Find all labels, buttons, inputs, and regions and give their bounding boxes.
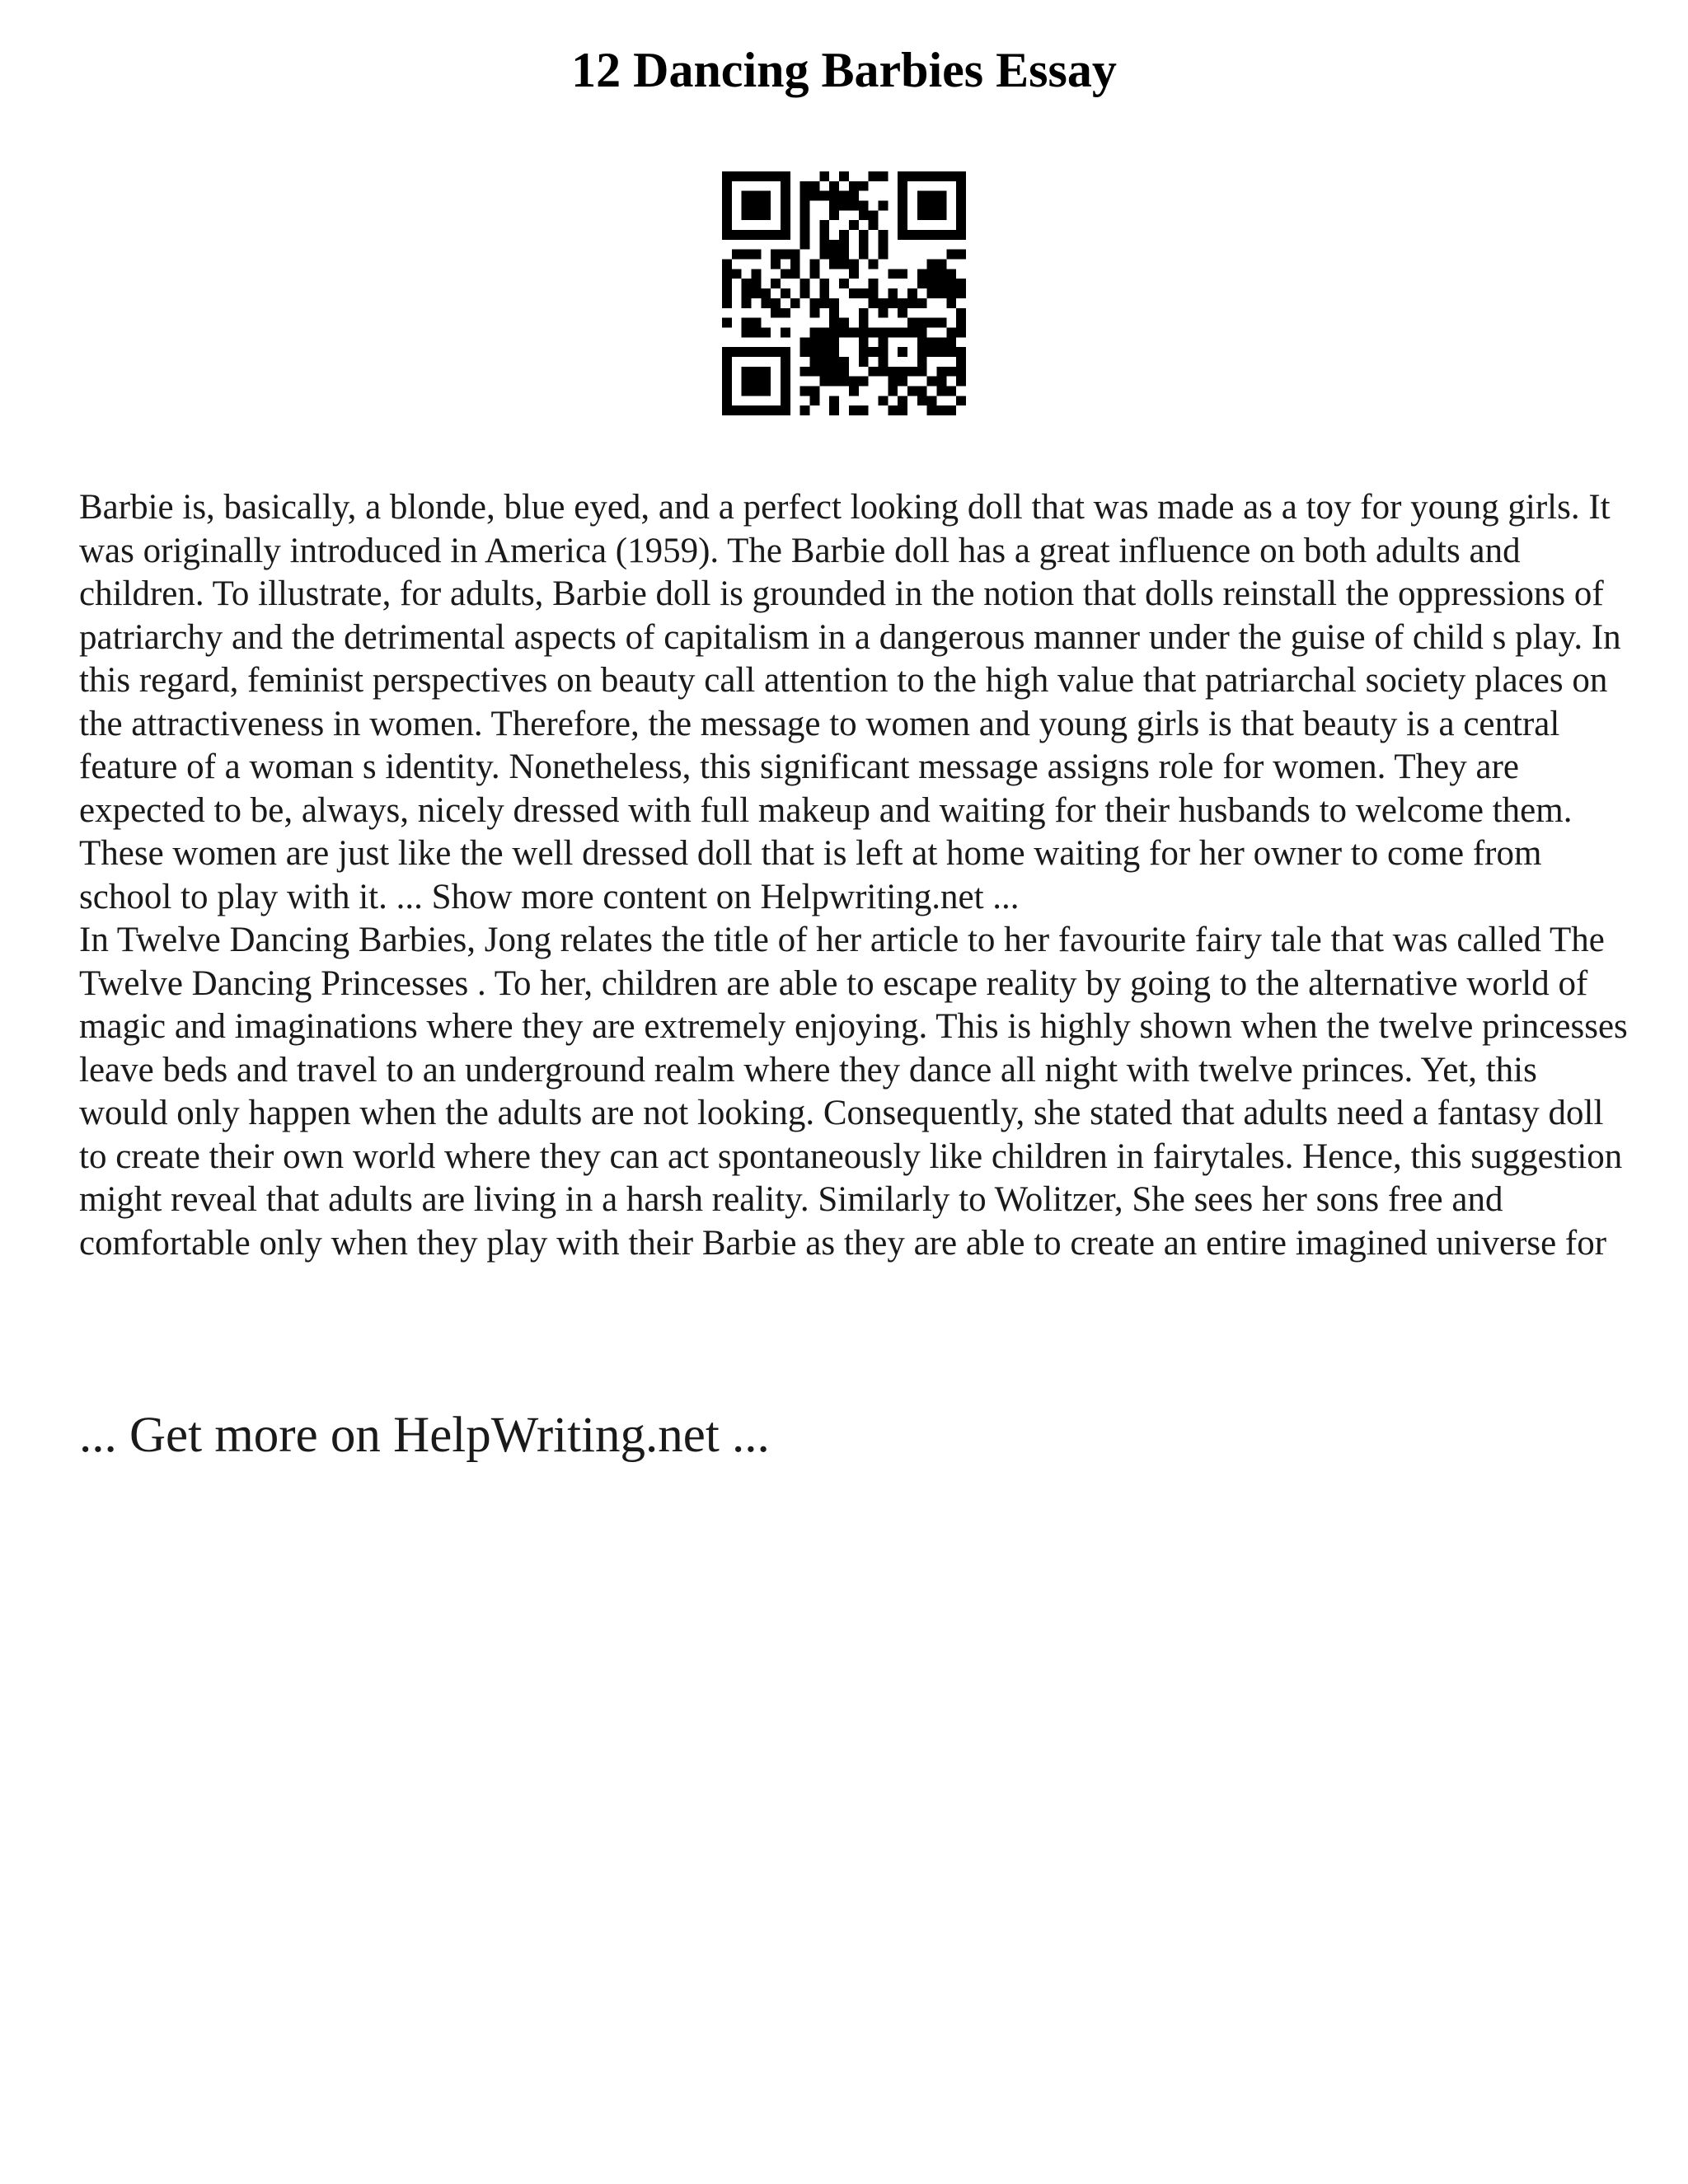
essay-body bbox=[79, 486, 1629, 1265]
paragraph-1: Barbie is, basically, a blonde, blue eyed, and a perfect looking doll that was made as a toy for young girls. It was originally introduced in America (1959). The Barbie doll has a great influence on both adults and children. To illustrate, for adults, Barbie doll is grounded in the notion that dolls reinstall the oppressions of patriarchy and the detrimental aspects of capitalism in a dangerous manner under the guise of child s play. In this regard, feminist perspectives on beauty call attention to the high value that patriarchal society places on the attractiveness in women. Therefore, the message to women and young girls is that beauty is a central feature of a woman s identity. Nonetheless, this significant message assigns role for women. They are expected to be, always, nicely dressed with full makeup and waiting for their husbands to welcome them. These women are just like the well dressed doll that is left at home waiting for her owner to come from school to play with it. ... Show more content on Helpwriting.net ... bbox=[79, 488, 1621, 916]
paragraph-2: In Twelve Dancing Barbies, Jong relates the title of her article to her favourite fairy tale that was called The Twelve Dancing Princesses . To her, children are able to escape reality by going to the alternative world of magic and imaginations where they are extremely enjoying. This is highly shown when the twelve princesses leave beds and travel to an underground realm where they dance all night with twelve princes. Yet, this would only happen when the adults are not looking. Consequently, she stated that adults need a fantasy doll to create their own world where they can act spontaneously like children in fairytales. Hence, this suggestion might reveal that adults are living in a harsh reality. Similarly to Wolitzer, She sees her sons free and comfortable only when they play with their Barbie as they are able to create an entire imagined universe for bbox=[79, 921, 1628, 1263]
get-more-link[interactable]: ... Get more on HelpWriting.net ... bbox=[79, 1408, 770, 1463]
qr-code-icon bbox=[722, 171, 966, 415]
document-title: 12 Dancing Barbies Essay bbox=[571, 43, 1117, 97]
